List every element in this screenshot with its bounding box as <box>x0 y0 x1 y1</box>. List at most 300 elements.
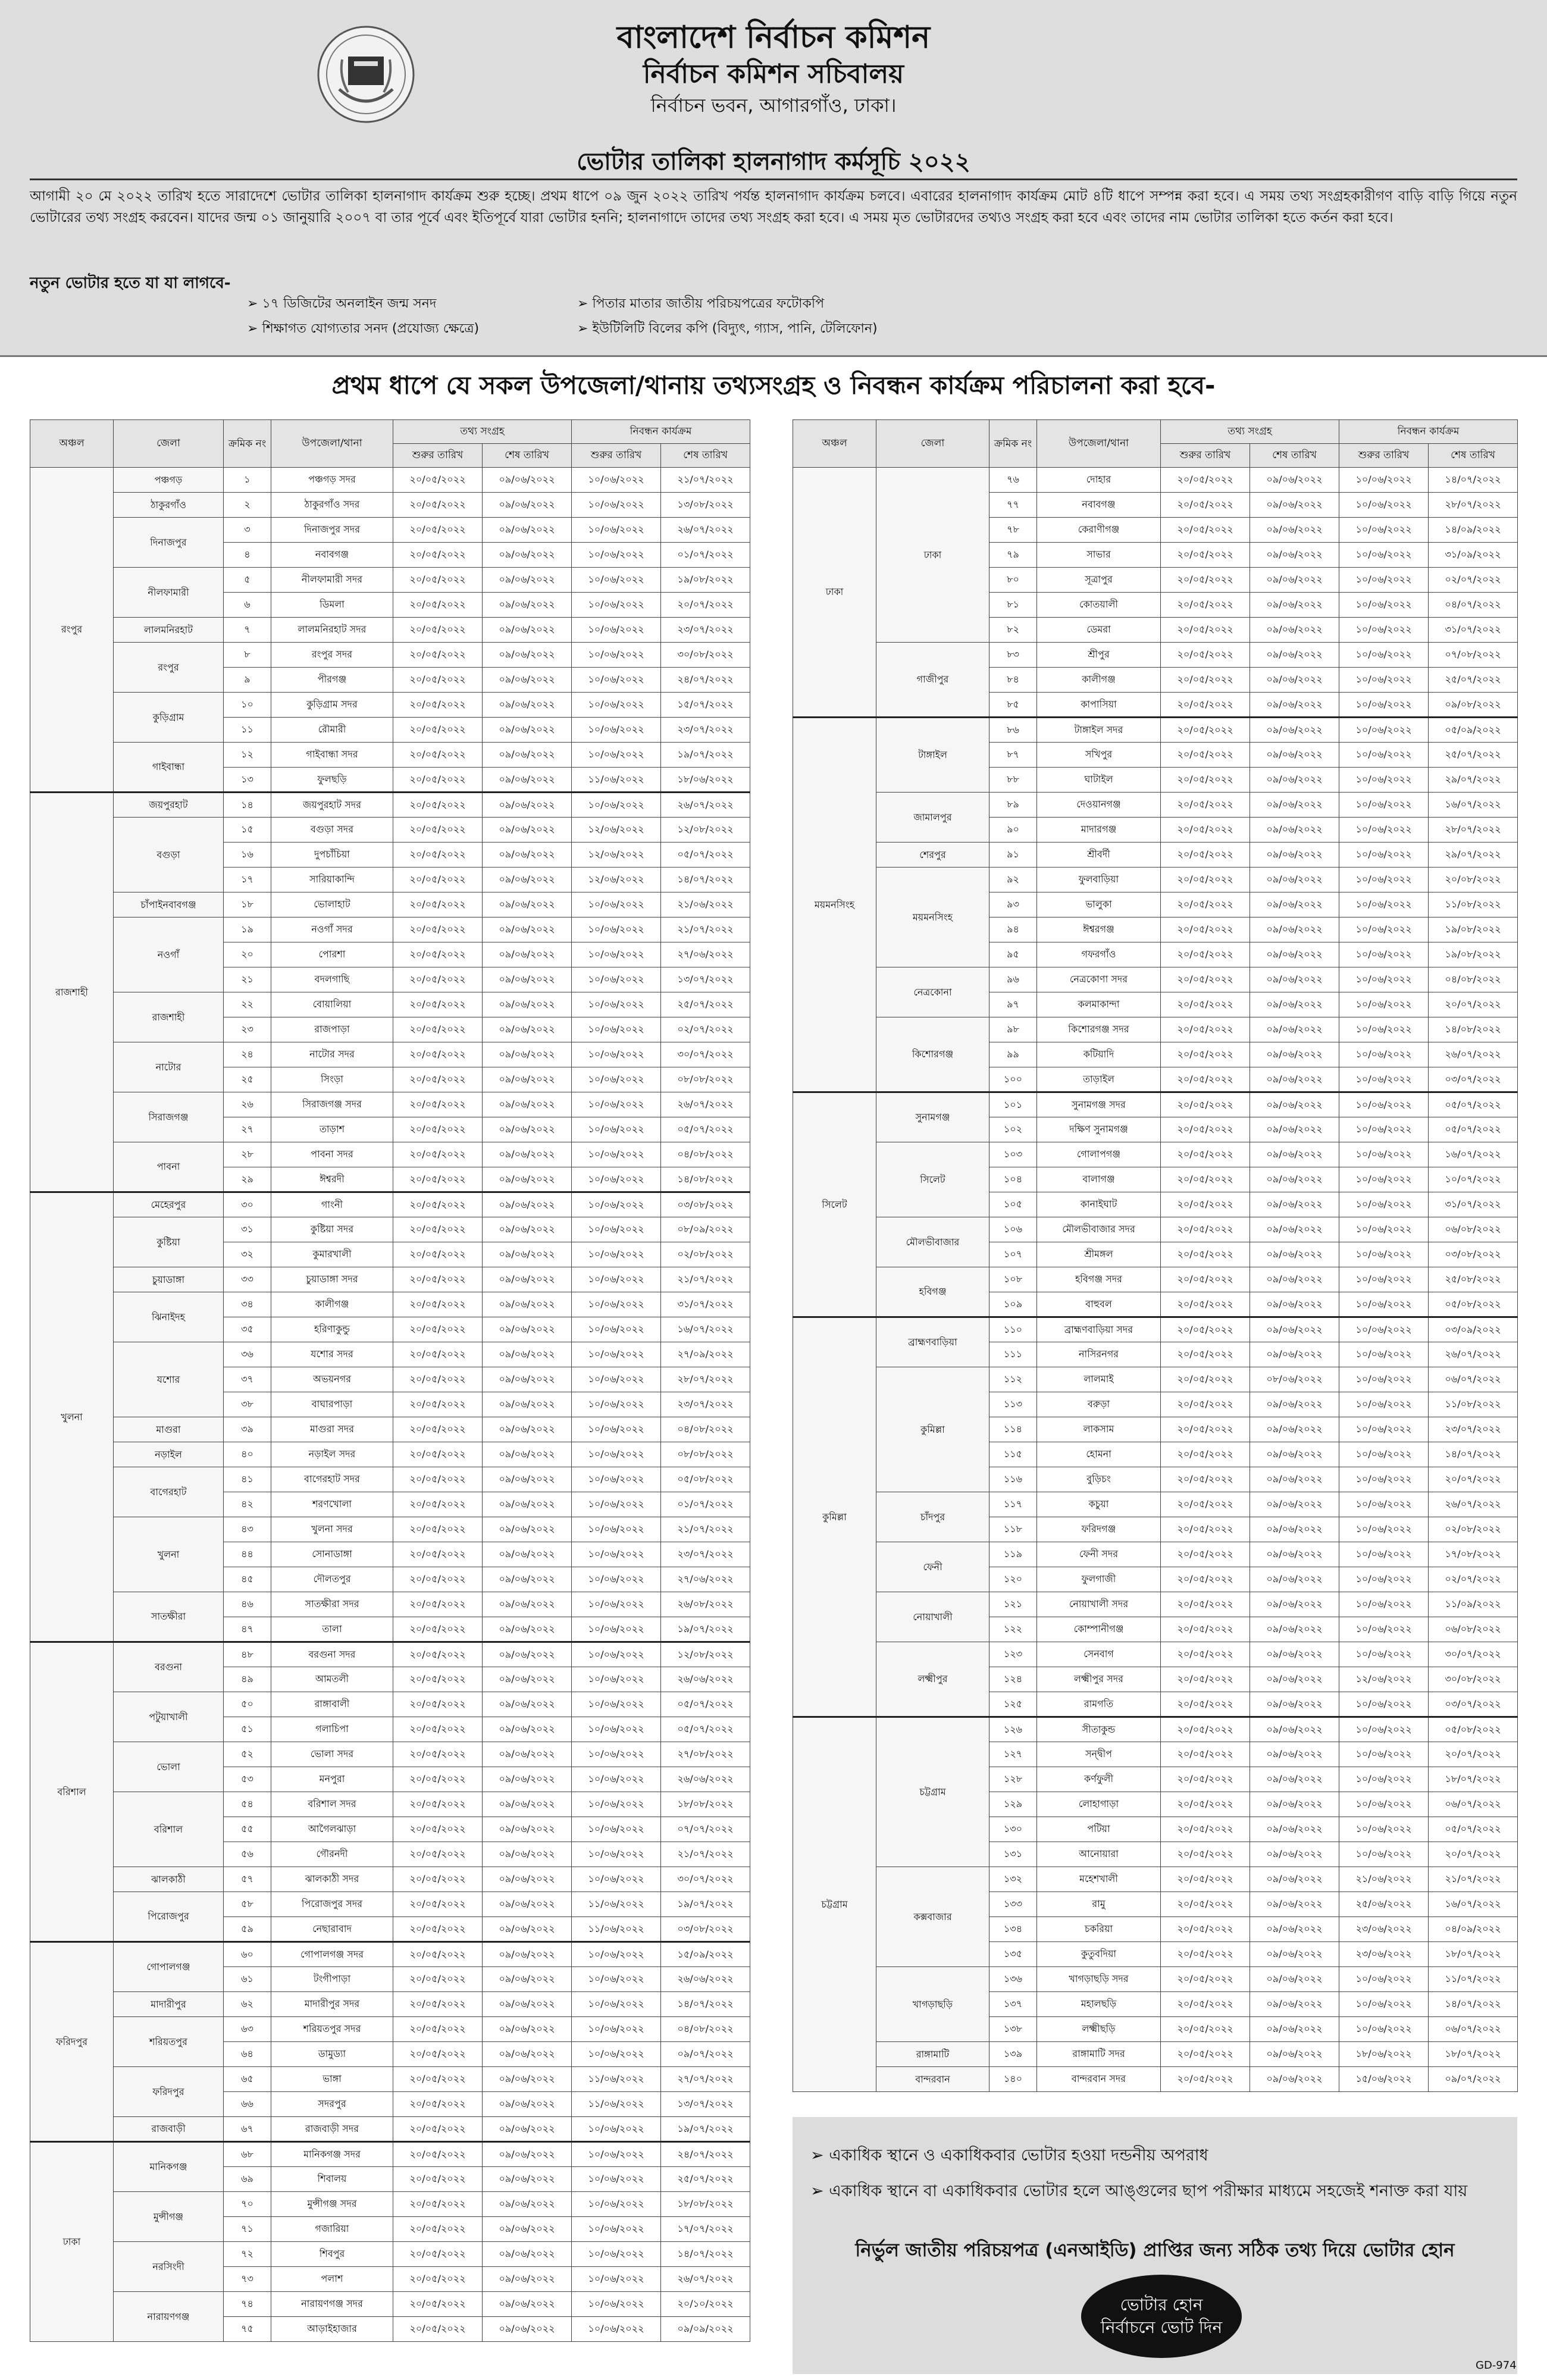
registration-start-cell: ১০/০৬/২০২২ <box>1339 1417 1429 1442</box>
collection-end-cell: ০৯/০৬/২০২২ <box>483 2017 572 2042</box>
registration-start-cell: ২১/০৬/২০২২ <box>1339 1867 1429 1892</box>
collection-end-cell: ০৯/০৬/২০২২ <box>1250 1817 1339 1842</box>
collection-end-cell: ০৯/০৬/২০২২ <box>1250 668 1339 693</box>
serial-cell: ৪৮ <box>224 1642 271 1667</box>
upazila-cell: লক্ষ্মীছড়ি <box>1037 2017 1161 2042</box>
upazila-cell: গজারিয়া <box>271 2217 393 2242</box>
collection-end-cell: ০৯/০৬/২০২২ <box>1250 1967 1339 1992</box>
collection-end-cell: ০৯/০৬/২০২২ <box>1250 743 1339 768</box>
registration-end-cell: ০৮/০৮/২০২২ <box>661 1067 750 1092</box>
collection-end-cell: ০৯/০৬/২০২২ <box>1250 618 1339 643</box>
registration-start-cell: ১০/০৬/২০২২ <box>572 468 661 493</box>
collection-start-cell: ২০/০৫/২০২২ <box>1161 618 1250 643</box>
serial-cell: ৬৪ <box>224 2042 271 2067</box>
registration-end-cell: ০৬/০৭/২০২২ <box>1429 2017 1518 2042</box>
registration-end-cell: ০১/০৭/২০২২ <box>661 1492 750 1517</box>
upazila-cell: শিবপুর <box>271 2242 393 2267</box>
district-cell: সুনামগঞ্জ <box>876 1092 989 1142</box>
registration-start-cell: ১০/০৬/২০২২ <box>572 1217 661 1242</box>
page-title: ভোটার তালিকা হালনাগাদ কর্মসূচি ২০২২ <box>577 148 970 176</box>
collection-start-cell: ২০/০৫/২০২২ <box>1161 1017 1250 1042</box>
collection-end-cell: ০৯/০৬/২০২২ <box>483 768 572 793</box>
upazila-cell: মহেশখালী <box>1037 1867 1161 1892</box>
collection-start-cell: ২০/০৫/২০২২ <box>393 1567 483 1592</box>
serial-cell: ৬২ <box>224 1992 271 2017</box>
collection-end-cell: ০৯/০৬/২০২২ <box>483 2117 572 2142</box>
upazila-cell: নীলফামারী সদর <box>271 568 393 593</box>
collection-start-cell: ২০/০৫/২০২২ <box>393 917 483 942</box>
registration-start-cell: ১০/০৬/২০২২ <box>1339 1167 1429 1192</box>
registration-start-cell: ১০/০৬/২০২২ <box>1339 618 1429 643</box>
registration-start-cell: ১০/০৬/২০২২ <box>572 1542 661 1567</box>
collection-end-cell: ০৯/০৬/২০২২ <box>1250 1642 1339 1667</box>
registration-start-cell: ১০/০৬/২০২২ <box>1339 1242 1429 1267</box>
collection-start-cell: ২০/০৫/২০২২ <box>393 768 483 793</box>
col-header-registration-end: শেষ তারিখ <box>661 444 750 468</box>
registration-start-cell: ১০/০৬/২০২২ <box>572 1317 661 1342</box>
collection-start-cell: ২০/০৫/২০২২ <box>1161 868 1250 892</box>
registration-start-cell: ১০/০৬/২০২২ <box>1339 1317 1429 1342</box>
upazila-cell: ডিমলা <box>271 593 393 618</box>
registration-end-cell: ০৮/০৮/২০২২ <box>661 1442 750 1467</box>
registration-start-cell: ১০/০৬/২০২২ <box>1339 892 1429 917</box>
collection-start-cell: ২০/০৫/২০২২ <box>393 1542 483 1567</box>
registration-start-cell: ১০/০৬/২০২২ <box>572 793 661 818</box>
collection-start-cell: ২০/০৫/২০২২ <box>1161 1217 1250 1242</box>
serial-cell: ৩৮ <box>224 1392 271 1417</box>
table-row <box>30 1592 750 1617</box>
collection-start-cell: ২০/০৫/২০২২ <box>393 493 483 518</box>
serial-cell: ৫৪ <box>224 1792 271 1817</box>
upazila-cell: লালমনিরহাট সদর <box>271 618 393 643</box>
upazila-cell: ঈশ্বরদী <box>271 1167 393 1192</box>
registration-start-cell: ১০/০৬/২০২২ <box>572 1092 661 1117</box>
arrow-bullet-icon: ➢ <box>577 321 593 336</box>
collection-start-cell: ২০/০৫/২০২২ <box>1161 1492 1250 1517</box>
collection-start-cell: ২০/০৫/২০২২ <box>393 2067 483 2092</box>
collection-end-cell: ০৯/০৬/২০২২ <box>483 1317 572 1342</box>
upazila-cell: ডেমরা <box>1037 618 1161 643</box>
table-row <box>30 1442 750 1467</box>
requirement-item: ➢ শিক্ষাগত যোগ্যতার সনদ (প্রযোজ্য ক্ষেত্রে) <box>247 321 480 336</box>
upazila-cell: বগুড়া সদর <box>271 818 393 843</box>
collection-start-cell: ২০/০৫/২০২২ <box>1161 1517 1250 1542</box>
registration-start-cell: ১০/০৬/২০২২ <box>572 1792 661 1817</box>
table-row <box>30 2067 750 2092</box>
serial-cell: ১২৪ <box>989 1667 1037 1692</box>
upazila-cell: শিবালয় <box>271 2167 393 2192</box>
collection-start-cell: ২০/০৫/২০২২ <box>1161 693 1250 718</box>
registration-start-cell: ১০/০৬/২০২২ <box>1339 518 1429 543</box>
district-cell: গাইবান্ধা <box>114 743 224 793</box>
registration-end-cell: ১১/০৭/২০২২ <box>1429 1967 1518 1992</box>
registration-end-cell: ২০/০৭/২০২২ <box>1429 1842 1518 1867</box>
registration-end-cell: ২৪/০৭/২০২২ <box>661 668 750 693</box>
collection-end-cell: ০৯/০৬/২০২২ <box>1250 1542 1339 1567</box>
serial-cell: ৫৯ <box>224 1917 271 1942</box>
district-cell: মুন্সীগঞ্জ <box>114 2192 224 2242</box>
district-cell: ঠাকুরগাঁও <box>114 493 224 518</box>
collection-start-cell: ২০/০৫/২০২২ <box>393 1942 483 1967</box>
upazila-cell: ডামুড্যা <box>271 2042 393 2067</box>
registration-start-cell: ১১/০৬/২০২২ <box>572 2067 661 2092</box>
district-cell: ব্রাহ্মণবাড়িয়া <box>876 1317 989 1367</box>
upazila-cell: নেত্রকোণা সদর <box>1037 967 1161 992</box>
collection-start-cell: ২০/০৫/২০২২ <box>1161 1992 1250 2017</box>
registration-start-cell: ১০/০৬/২০২২ <box>1339 1767 1429 1792</box>
col-header-serial: ক্রমিক নং <box>989 420 1037 468</box>
collection-start-cell: ২০/০৫/২০২২ <box>1161 967 1250 992</box>
registration-end-cell: ১১/০৯/২০২২ <box>1429 1592 1518 1617</box>
table-row <box>30 1192 750 1217</box>
table-row <box>793 1492 1518 1517</box>
registration-end-cell: ১৮/০৭/২০২২ <box>1429 2042 1518 2067</box>
collection-end-cell: ০৯/০৬/২০২২ <box>1250 568 1339 593</box>
registration-start-cell: ১০/০৬/২০২২ <box>572 1692 661 1717</box>
serial-cell: ৪৪ <box>224 1542 271 1567</box>
registration-end-cell: ২০/০৭/২০২২ <box>1429 1742 1518 1767</box>
collection-end-cell: ০৯/০৬/২০২২ <box>1250 1592 1339 1617</box>
collection-end-cell: ০৯/০৬/২০২২ <box>1250 1942 1339 1967</box>
collection-start-cell: ২০/০৫/২০২২ <box>1161 1792 1250 1817</box>
collection-start-cell: ২০/০৫/২০২২ <box>393 892 483 917</box>
collection-end-cell: ০৯/০৬/২০২২ <box>483 1992 572 2017</box>
registration-start-cell: ১০/০৬/২০২২ <box>1339 1117 1429 1142</box>
collection-end-cell: ০৯/০৬/২০২২ <box>483 718 572 743</box>
registration-end-cell: ২৯/০৭/২০২২ <box>1429 843 1518 868</box>
serial-cell: ৮২ <box>989 618 1037 643</box>
serial-cell: ১৩০ <box>989 1817 1037 1842</box>
collection-end-cell: ০৯/০৬/২০২২ <box>483 2092 572 2117</box>
registration-start-cell: ১০/০৬/২০২২ <box>572 518 661 543</box>
upazila-cell: পীরগঞ্জ <box>271 668 393 693</box>
collection-start-cell: ২০/০৫/২০২২ <box>393 2317 483 2342</box>
registration-start-cell: ১০/০৬/২০২২ <box>1339 1842 1429 1867</box>
upazila-cell: পোরশা <box>271 942 393 967</box>
collection-start-cell: ২০/০৫/২০২২ <box>1161 1817 1250 1842</box>
registration-start-cell: ১০/০৬/২০২২ <box>1339 1042 1429 1067</box>
serial-cell: ১২ <box>224 743 271 768</box>
upazila-cell: কর্ণফুলী <box>1037 1767 1161 1792</box>
collection-end-cell: ০৯/০৬/২০২২ <box>1250 468 1339 493</box>
registration-end-cell: ০২/০৭/২০২২ <box>1429 1567 1518 1592</box>
collection-end-cell: ০৯/০৬/২০২২ <box>1250 543 1339 568</box>
collection-start-cell: ২০/০৫/২০২২ <box>393 793 483 818</box>
collection-end-cell: ০৯/০৬/২০২২ <box>483 2317 572 2342</box>
collection-start-cell: ২০/০৫/২০২২ <box>1161 2017 1250 2042</box>
district-cell: কুষ্টিয়া <box>114 1217 224 1267</box>
registration-start-cell: ১০/০৬/২০২২ <box>572 1392 661 1417</box>
upazila-cell: সুনামগঞ্জ সদর <box>1037 1092 1161 1117</box>
serial-cell: ১০৪ <box>989 1167 1037 1192</box>
district-cell: টাঙ্গাইল <box>876 718 989 793</box>
registration-start-cell: ১০/০৬/২০২২ <box>572 1817 661 1842</box>
serial-cell: ২৫ <box>224 1067 271 1092</box>
col-header-district: জেলা <box>876 420 989 468</box>
registration-start-cell: ১০/০৬/২০২২ <box>572 1617 661 1642</box>
collection-end-cell: ০৯/০৬/২০২২ <box>483 2142 572 2167</box>
registration-start-cell: ১০/০৬/২০২২ <box>572 568 661 593</box>
upazila-cell: মাদারীপুর সদর <box>271 1992 393 2017</box>
district-cell: কক্সবাজার <box>876 1867 989 1967</box>
registration-end-cell: ০৫/০৮/২০২২ <box>661 1467 750 1492</box>
table-row <box>30 618 750 643</box>
registration-start-cell: ১০/০৬/২০২২ <box>1339 917 1429 942</box>
upazila-cell: মনপুরা <box>271 1767 393 1792</box>
collection-end-cell: ০৯/০৬/২০২২ <box>483 1042 572 1067</box>
registration-start-cell: ১০/০৬/২০২২ <box>572 1642 661 1667</box>
registration-end-cell: ২৫/০৭/২০২২ <box>661 2167 750 2192</box>
registration-end-cell: ৩০/০৮/২০২২ <box>661 643 750 668</box>
serial-cell: ৯২ <box>989 868 1037 892</box>
registration-start-cell: ১২/০৬/২০২২ <box>1339 1667 1429 1692</box>
registration-start-cell: ১০/০৬/২০২২ <box>572 1442 661 1467</box>
collection-start-cell: ২০/০৫/২০২২ <box>393 1142 483 1167</box>
collection-start-cell: ২০/০৫/২০২২ <box>393 2192 483 2217</box>
collection-end-cell: ০৯/০৬/২০২২ <box>483 2167 572 2192</box>
upazila-cell: মাদারগঞ্জ <box>1037 818 1161 843</box>
upazila-cell: ভোলাহাট <box>271 892 393 917</box>
collection-end-cell: ০৯/০৬/২০২২ <box>1250 1067 1339 1092</box>
district-cell: কুমিল্লা <box>876 1367 989 1492</box>
district-cell: পাবনা <box>114 1142 224 1192</box>
collection-start-cell: ২০/০৫/২০২২ <box>393 1742 483 1767</box>
registration-end-cell: ২৬/০৭/২০২২ <box>1429 1342 1518 1367</box>
serial-cell: ৩৫ <box>224 1317 271 1342</box>
collection-end-cell: ০৯/০৬/২০২২ <box>483 1817 572 1842</box>
registration-end-cell: ২৬/০৭/২০২২ <box>661 1092 750 1117</box>
serial-cell: ৮৮ <box>989 768 1037 793</box>
collection-end-cell: ০৯/০৬/২০২২ <box>1250 693 1339 718</box>
registration-end-cell: ০৬/০৮/২০২২ <box>1429 1217 1518 1242</box>
upazila-cell: খুলনা সদর <box>271 1517 393 1542</box>
registration-end-cell: ৩১/০৯/২০২২ <box>1429 543 1518 568</box>
upazila-cell: কোতয়ালী <box>1037 593 1161 618</box>
collection-start-cell: ২০/০৫/২০২২ <box>393 1417 483 1442</box>
registration-end-cell: ২৩/০৭/২০২২ <box>661 1542 750 1567</box>
district-cell: ময়মনসিংহ <box>876 868 989 967</box>
registration-end-cell: ০৯/০৮/২০২২ <box>1429 693 1518 718</box>
serial-cell: ১১২ <box>989 1367 1037 1392</box>
serial-cell: ৫২ <box>224 1742 271 1767</box>
registration-end-cell: ১৪/০৭/২০২২ <box>661 868 750 892</box>
upazila-cell: তাড়াইল <box>1037 1067 1161 1092</box>
collection-start-cell: ২০/০৫/২০২২ <box>393 2142 483 2167</box>
table-row <box>30 892 750 917</box>
registration-end-cell: ১৩/০৭/২০২২ <box>661 967 750 992</box>
serial-cell: ২৪ <box>224 1042 271 1067</box>
table-row <box>30 568 750 593</box>
registration-start-cell: ১০/০৬/২০২২ <box>572 1267 661 1292</box>
registration-end-cell: ১৯/০৭/২০২২ <box>661 2117 750 2142</box>
serial-cell: ৯৬ <box>989 967 1037 992</box>
registration-end-cell: ১৪/০৮/২০২২ <box>661 1167 750 1192</box>
collection-end-cell: ০৯/০৬/২০২২ <box>1250 1317 1339 1342</box>
upazila-cell: ব্রাহ্মণবাড়িয়া সদর <box>1037 1317 1161 1342</box>
registration-start-cell: ১০/০৬/২০২২ <box>572 1417 661 1442</box>
registration-start-cell: ১০/০৬/২০২২ <box>1339 1817 1429 1842</box>
upazila-cell: শরিয়তপুর সদর <box>271 2017 393 2042</box>
upazila-cell: রংপুর সদর <box>271 643 393 668</box>
serial-cell: ১৩৮ <box>989 2017 1037 2042</box>
table-row <box>793 718 1518 743</box>
registration-start-cell: ১০/০৬/২০২২ <box>572 1942 661 1967</box>
registration-end-cell: ০২/০৮/২০২২ <box>661 1242 750 1267</box>
serial-cell: ৮৬ <box>989 718 1037 743</box>
upazila-cell: আড়াইহাজার <box>271 2317 393 2342</box>
collection-end-cell: ০৯/০৬/২০২২ <box>1250 1442 1339 1467</box>
collection-end-cell: ০৯/০৬/২০২২ <box>1250 942 1339 967</box>
upazila-cell: কুতুবদিয়া <box>1037 1942 1161 1967</box>
registration-end-cell: ২৬/০৭/২০২২ <box>661 793 750 818</box>
registration-start-cell: ১০/০৬/২০২২ <box>1339 1267 1429 1292</box>
serial-cell: ২২ <box>224 992 271 1017</box>
collection-end-cell: ০৯/০৬/২০২২ <box>483 1092 572 1117</box>
table-row <box>30 818 750 843</box>
upazila-cell: ঈশ্বরগঞ্জ <box>1037 917 1161 942</box>
registration-start-cell: ১০/০৬/২০২২ <box>1339 668 1429 693</box>
district-cell: ফরিদপুর <box>114 2067 224 2117</box>
serial-cell: ৬৭ <box>224 2117 271 2142</box>
collection-start-cell: ২০/০৫/২০২২ <box>393 543 483 568</box>
serial-cell: ৪৫ <box>224 1567 271 1592</box>
upazila-cell: নেছারাবাদ <box>271 1917 393 1942</box>
collection-start-cell: ২০/০৫/২০২২ <box>1161 1892 1250 1917</box>
collection-end-cell: ০৯/০৬/২০২২ <box>1250 1167 1339 1192</box>
serial-cell: ১৩৬ <box>989 1967 1037 1992</box>
registration-end-cell: ২৭/০৬/২০২২ <box>661 1567 750 1592</box>
serial-cell: ৭৩ <box>224 2267 271 2292</box>
collection-end-cell: ০৯/০৬/২০২২ <box>483 1892 572 1917</box>
registration-start-cell: ১০/০৬/২০২২ <box>572 892 661 917</box>
upazila-cell: চকরিয়া <box>1037 1917 1161 1942</box>
collection-start-cell: ২০/০৫/২০২২ <box>1161 1192 1250 1217</box>
serial-cell: ৭৬ <box>989 468 1037 493</box>
collection-end-cell: ০৯/০৬/২০২২ <box>1250 1742 1339 1767</box>
district-cell: নোয়াখালী <box>876 1592 989 1642</box>
district-cell: সাতক্ষীরা <box>114 1592 224 1642</box>
serial-cell: ৩১ <box>224 1217 271 1242</box>
registration-start-cell: ১০/০৬/২০২২ <box>1339 1742 1429 1767</box>
collection-end-cell: ০৯/০৬/২০২২ <box>1250 967 1339 992</box>
serial-cell: ৫৬ <box>224 1842 271 1867</box>
serial-cell: ১১৪ <box>989 1417 1037 1442</box>
registration-start-cell: ১০/০৬/২০২২ <box>572 1517 661 1542</box>
upazila-cell: কেরাণীগঞ্জ <box>1037 518 1161 543</box>
registration-start-cell: ১০/০৬/২০২২ <box>1339 1092 1429 1117</box>
registration-end-cell: ২৬/০৭/২০২২ <box>1429 1042 1518 1067</box>
upazila-cell: নাটোর সদর <box>271 1042 393 1067</box>
table-row <box>793 2067 1518 2092</box>
collection-end-cell: ০৯/০৬/২০২২ <box>483 1292 572 1317</box>
serial-cell: ১১৬ <box>989 1467 1037 1492</box>
registration-end-cell: ২৮/০৭/২০২২ <box>661 1367 750 1392</box>
registration-start-cell: ১০/০৬/২০২২ <box>1339 1592 1429 1617</box>
registration-end-cell: ২০/০৮/২০২২ <box>1429 868 1518 892</box>
collection-end-cell: ০৯/০৬/২০২২ <box>483 818 572 843</box>
serial-cell: ১৭ <box>224 868 271 892</box>
registration-start-cell: ১০/০৬/২০২২ <box>1339 1142 1429 1167</box>
collection-start-cell: ২০/০৫/২০২২ <box>393 1692 483 1717</box>
upazila-cell: নারায়ণগঞ্জ সদর <box>271 2292 393 2317</box>
col-header-district: জেলা <box>114 420 224 468</box>
registration-end-cell: ০২/০৮/২০২২ <box>1429 1517 1518 1542</box>
upazila-cell: বাহুবল <box>1037 1292 1161 1317</box>
upazila-cell: তাড়াশ <box>271 1117 393 1142</box>
collection-end-cell: ০৯/০৬/২০২২ <box>483 868 572 892</box>
collection-end-cell: ০৯/০৬/২০২২ <box>1250 1242 1339 1267</box>
registration-start-cell: ১০/০৬/২০২২ <box>572 643 661 668</box>
registration-end-cell: ০৫/০৭/২০২২ <box>661 1717 750 1742</box>
registration-end-cell: ০৪/০৮/২০২২ <box>661 2017 750 2042</box>
table-row <box>793 1217 1518 1242</box>
collection-end-cell: ০৯/০৬/২০২২ <box>1250 1717 1339 1742</box>
registration-end-cell: ২৬/০৬/২০২২ <box>661 1767 750 1792</box>
schedule-table-body <box>30 468 750 2342</box>
serial-cell: ৮০ <box>989 568 1037 593</box>
collection-end-cell: ০৯/০৬/২০২২ <box>483 1167 572 1192</box>
upazila-cell: সিংড়া <box>271 1067 393 1092</box>
collection-end-cell: ০৯/০৬/২০২২ <box>1250 992 1339 1017</box>
table-row <box>30 1042 750 1067</box>
collection-start-cell: ২০/০৫/২০২২ <box>393 1367 483 1392</box>
upazila-cell: দেওয়ানগঞ্জ <box>1037 793 1161 818</box>
collection-start-cell: ২০/০৫/২০২২ <box>1161 1242 1250 1267</box>
district-cell: বাগেরহাট <box>114 1467 224 1517</box>
collection-start-cell: ২০/০৫/২০২২ <box>393 1092 483 1117</box>
table-row <box>793 1367 1518 1392</box>
registration-end-cell: ১৪/০৭/২০২২ <box>1429 468 1518 493</box>
registration-end-cell: ০২/০৭/২০২২ <box>661 1017 750 1042</box>
registration-start-cell: ১০/০৬/২০২২ <box>572 917 661 942</box>
upazila-cell: রৌমারী <box>271 718 393 743</box>
serial-cell: ৯৯ <box>989 1042 1037 1067</box>
registration-end-cell: ০৩/০৮/২০২২ <box>1429 1242 1518 1267</box>
registration-end-cell: ০৬/০৭/২০২২ <box>1429 1792 1518 1817</box>
collection-end-cell: ০৯/০৬/২০২২ <box>483 1542 572 1567</box>
registration-end-cell: ০৫/০৭/২০২২ <box>661 1692 750 1717</box>
collection-end-cell: ০৯/০৬/২০২২ <box>483 1592 572 1617</box>
registration-start-cell: ১০/০৬/২০২২ <box>572 1992 661 2017</box>
registration-start-cell: ১০/০৬/২০২২ <box>1339 693 1429 718</box>
collection-end-cell: ০৯/০৬/২০২২ <box>1250 1517 1339 1542</box>
registration-start-cell: ১০/০৬/২০২২ <box>1339 1192 1429 1217</box>
serial-cell: ১০৭ <box>989 1242 1037 1267</box>
collection-start-cell: ২০/০৫/২০২২ <box>393 843 483 868</box>
registration-start-cell: ১০/০৬/২০২২ <box>572 493 661 518</box>
collection-end-cell: ০৯/০৬/২০২২ <box>1250 1917 1339 1942</box>
collection-start-cell: ২০/০৫/২০২২ <box>1161 818 1250 843</box>
district-cell: মেহেরপুর <box>114 1192 224 1217</box>
upazila-cell: সোনাডাঙ্গা <box>271 1542 393 1567</box>
serial-cell: ৮৯ <box>989 793 1037 818</box>
serial-cell: ১২৫ <box>989 1692 1037 1717</box>
collection-end-cell: ০৯/০৬/২০২২ <box>483 743 572 768</box>
upazila-cell: গাংনী <box>271 1192 393 1217</box>
district-cell: নাটোর <box>114 1042 224 1092</box>
collection-end-cell: ০৯/০৬/২০২২ <box>483 1742 572 1767</box>
collection-start-cell: ২০/০৫/২০২২ <box>393 1217 483 1242</box>
collection-start-cell: ২০/০৫/২০২২ <box>1161 992 1250 1017</box>
serial-cell: ৩২ <box>224 1242 271 1267</box>
collection-start-cell: ২০/০৫/২০২২ <box>393 1767 483 1792</box>
registration-start-cell: ১০/০৬/২০২২ <box>572 1867 661 1892</box>
registration-start-cell: ১০/০৬/২০২২ <box>572 2242 661 2267</box>
collection-end-cell: ০৯/০৬/২০২২ <box>1250 892 1339 917</box>
serial-cell: ১০৩ <box>989 1142 1037 1167</box>
district-cell: ভোলা <box>114 1742 224 1792</box>
table-row <box>30 793 750 818</box>
